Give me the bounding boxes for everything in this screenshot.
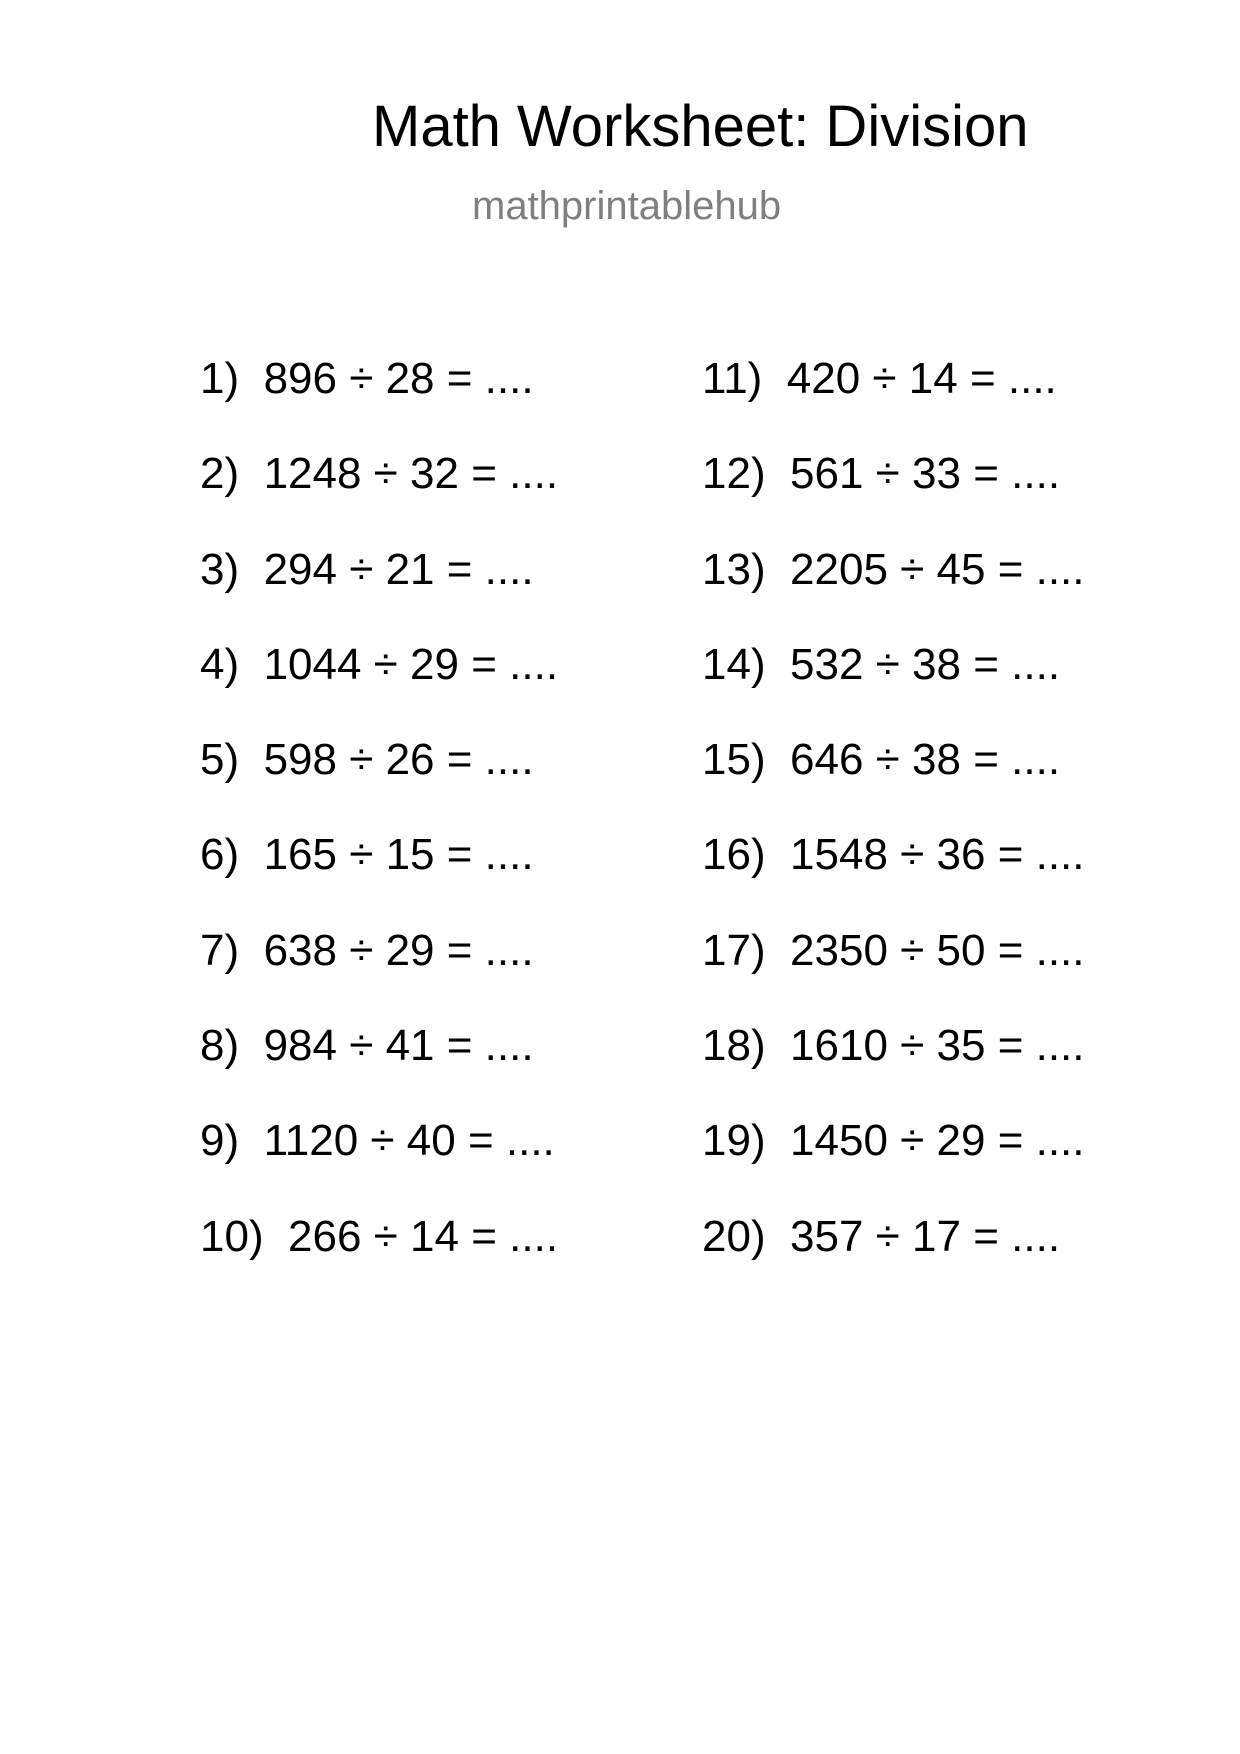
problem-10: 10) 266 ÷ 14 = .... <box>200 1211 559 1261</box>
worksheet-title: Math Worksheet: Division <box>372 94 1029 159</box>
problem-14: 14) 532 ÷ 38 = .... <box>702 639 1061 689</box>
problem-12: 12) 561 ÷ 33 = .... <box>702 449 1061 499</box>
problem-9: 9) 1120 ÷ 40 = .... <box>200 1116 555 1166</box>
problem-15: 15) 646 ÷ 38 = .... <box>702 735 1061 785</box>
problem-11: 11) 420 ÷ 14 = .... <box>702 354 1057 403</box>
problem-8: 8) 984 ÷ 41 = .... <box>200 1021 534 1071</box>
problems-column-left <box>200 354 559 1310</box>
problem-16: 16) 1548 ÷ 36 = .... <box>702 830 1085 880</box>
problems-column-right <box>702 354 1085 1310</box>
problem-3: 3) 294 ÷ 21 = .... <box>200 544 534 594</box>
problem-7: 7) 638 ÷ 29 = .... <box>200 925 534 975</box>
worksheet-subtitle: mathprintablehub <box>472 184 782 228</box>
problem-18: 18) 1610 ÷ 35 = .... <box>702 1021 1085 1071</box>
problem-1: 1) 896 ÷ 28 = .... <box>200 354 534 403</box>
problem-13: 13) 2205 ÷ 45 = .... <box>702 544 1085 594</box>
problem-6: 6) 165 ÷ 15 = .... <box>200 830 534 880</box>
problem-4: 4) 1044 ÷ 29 = .... <box>200 639 559 689</box>
problem-19: 19) 1450 ÷ 29 = .... <box>702 1116 1085 1166</box>
problem-5: 5) 598 ÷ 26 = .... <box>200 735 534 785</box>
problem-20: 20) 357 ÷ 17 = .... <box>702 1211 1061 1261</box>
problem-2: 2) 1248 ÷ 32 = .... <box>200 449 559 499</box>
problem-17: 17) 2350 ÷ 50 = .... <box>702 925 1085 975</box>
